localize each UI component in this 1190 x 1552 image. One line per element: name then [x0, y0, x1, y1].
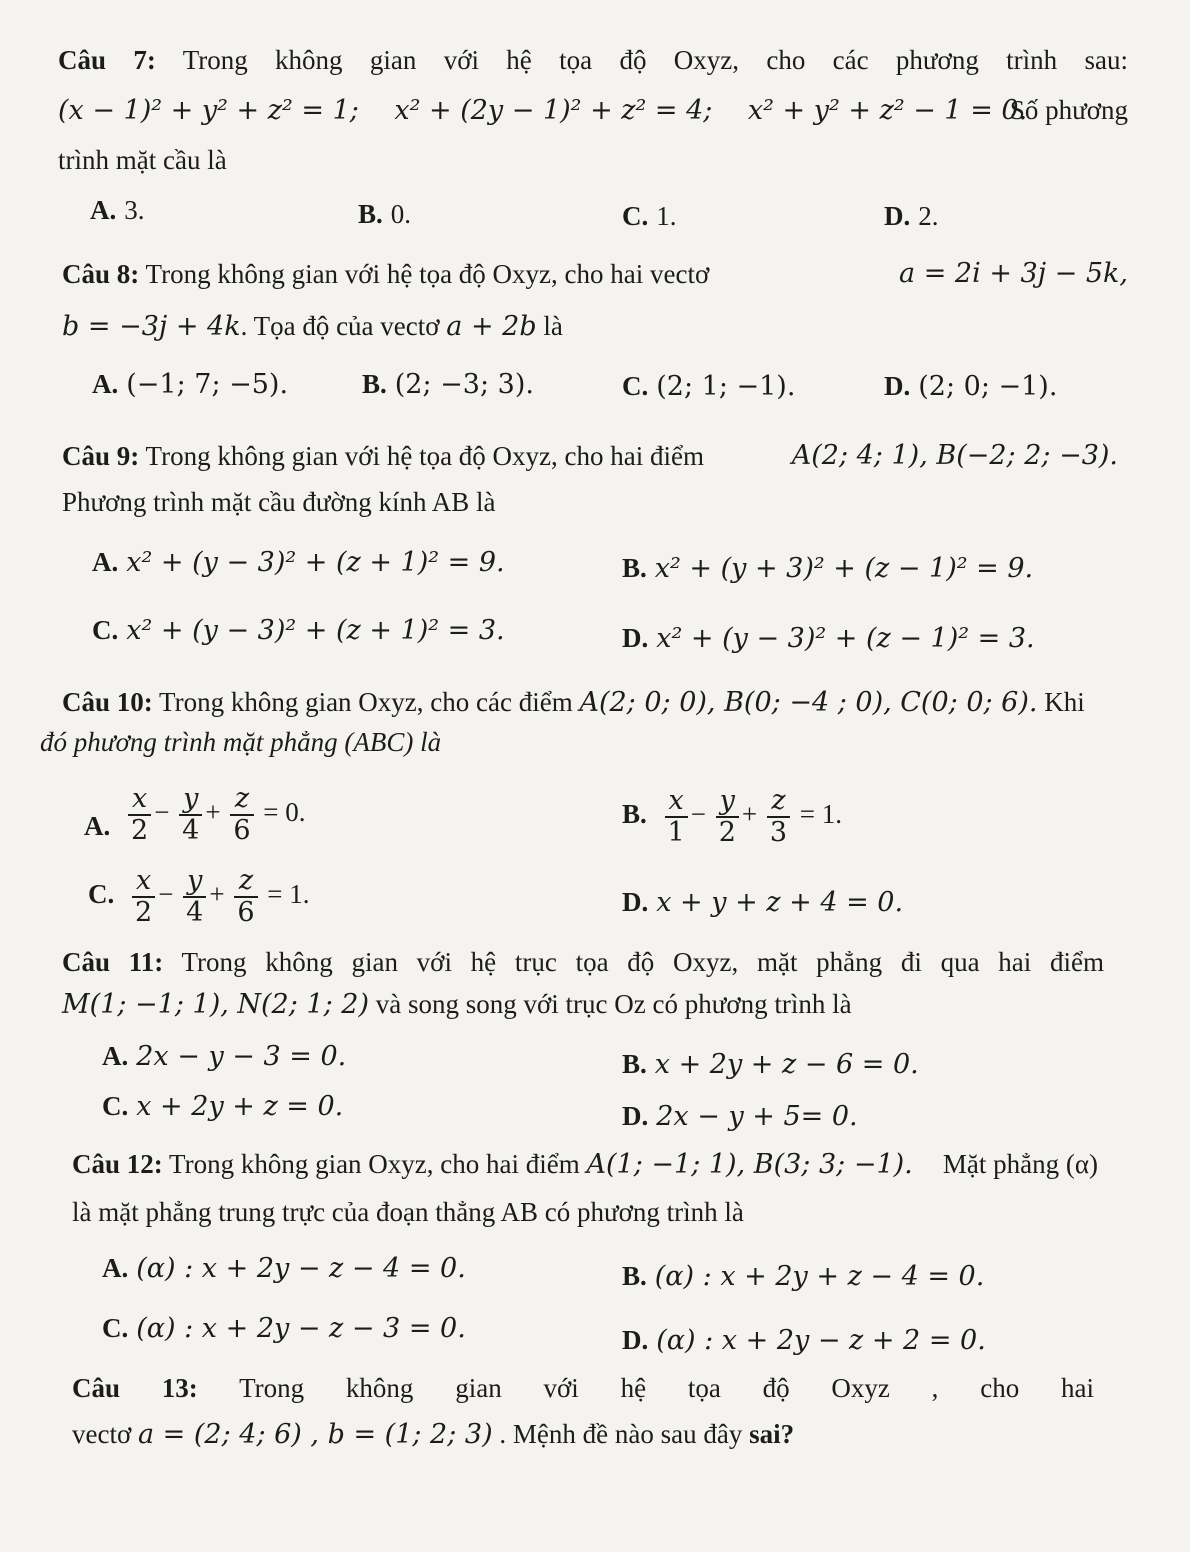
q7-eq3: x² + y² + z² − 1 = 0.: [747, 95, 1028, 126]
q7-eq1: (x − 1)² + y² + z² = 1;: [58, 95, 359, 126]
q7-line2: [58, 92, 1128, 129]
q9-line1: [62, 438, 1118, 474]
q11-points: M(1; −1; 1), N(2; 1; 2): [62, 989, 369, 1020]
q7-stem: Trong không gian với hệ tọa độ Oxyz, cho các phương trình sau:: [182, 45, 1128, 75]
q9-option-b[interactable]: B. x² + (y + 3)² + (z − 1)² = 9.: [622, 553, 1034, 584]
q10-stem: Trong không gian Oxyz, cho các điểm: [159, 687, 573, 717]
q10-option-c[interactable]: C. $\frac{x}{2}$ − $\frac{y}{4}$ + $\frac{z}{6}$ = 1.: [88, 865, 310, 928]
q13-line1: [72, 1370, 1094, 1406]
q13-emphasis: sai?: [749, 1419, 795, 1449]
q8-vector-b: b = −3j + 4k: [62, 311, 241, 342]
q10-points: A(2; 0; 0), B(0; −4 ; 0), C(0; 0; 6).: [579, 687, 1038, 718]
q10-label: Câu 10:: [62, 687, 153, 717]
q7-option-c[interactable]: C. 1.: [622, 201, 677, 231]
q9-option-d[interactable]: D. x² + (y − 3)² + (z − 1)² = 3.: [622, 623, 1035, 654]
q11-line1: [62, 944, 1104, 980]
q9-points: A(2; 4; 1), B(−2; 2; −3).: [791, 440, 1118, 471]
q7-tail: Số phương: [1009, 95, 1128, 125]
q10-line2: đó phương trình mặt phẳng (ABC) là: [40, 727, 442, 757]
q8-line2: b = −3j + 4k. Tọa độ của vectơ a + 2b là: [62, 311, 563, 342]
q8-label: Câu 8:: [62, 259, 140, 289]
q12-option-d[interactable]: D. (α) : x + 2y − z + 2 = 0.: [622, 1325, 986, 1356]
q9-option-a[interactable]: A. x² + (y − 3)² + (z + 1)² = 9.: [92, 547, 505, 578]
q13-line2: vectơ a = (2; 4; 6) , b = (1; 2; 3) . Mệnh đề nào sau đây sai?: [72, 1419, 795, 1450]
q8-option-a[interactable]: A. (−1; 7; −5).: [92, 369, 289, 400]
q11-line2: M(1; −1; 1), N(2; 1; 2) và song song với trục Oz có phương trình là: [62, 989, 852, 1020]
q7-line3: trình mặt cầu là: [58, 145, 227, 175]
q7-option-b[interactable]: B. 0.: [358, 199, 412, 229]
q11-stem: Trong không gian với hệ trục tọa độ Oxyz, mặt phẳng đi qua hai điểm: [181, 947, 1104, 977]
q10-option-a[interactable]: A. $\frac{x}{2}$ − $\frac{y}{4}$ + $\frac{z}{6}$ = 0.: [84, 783, 306, 846]
q8-line1: [62, 256, 1128, 292]
q7-line1: [58, 42, 1128, 78]
q10-tail: Khi: [1044, 687, 1085, 717]
q11-option-b[interactable]: B. x + 2y + z − 6 = 0.: [622, 1049, 919, 1080]
q13-vectors: a = (2; 4; 6) , b = (1; 2; 3): [138, 1419, 493, 1450]
q12-label: Câu 12:: [72, 1149, 163, 1179]
q11-option-a[interactable]: A. 2x − y − 3 = 0.: [102, 1041, 347, 1072]
q9-stem: Trong không gian với hệ tọa độ Oxyz, cho hai điểm: [145, 441, 704, 471]
q7-eq2: x² + (2y − 1)² + z² = 4;: [394, 95, 713, 126]
q9-option-c[interactable]: C. x² + (y − 3)² + (z + 1)² = 3.: [92, 615, 505, 646]
q12-tail: Mặt phẳng (α): [942, 1149, 1098, 1179]
q7-option-d[interactable]: D. 2.: [884, 201, 939, 231]
q12-option-a[interactable]: A. (α) : x + 2y − z − 4 = 0.: [102, 1253, 466, 1284]
q13-label: Câu 13:: [72, 1373, 198, 1403]
q11-label: Câu 11:: [62, 947, 164, 977]
q12-option-b[interactable]: B. (α) : x + 2y + z − 4 = 0.: [622, 1261, 985, 1292]
q8-vectors: a = 2i + 3j − 5k,: [899, 258, 1128, 289]
q12-stem: Trong không gian Oxyz, cho hai điểm: [169, 1149, 580, 1179]
q11-option-c[interactable]: C. x + 2y + z = 0.: [102, 1091, 344, 1122]
q7-option-a[interactable]: A. 3.: [90, 195, 145, 225]
q12-line2: là mặt phẳng trung trực của đoạn thẳng AB có phương trình là: [72, 1197, 744, 1227]
q8-option-c[interactable]: C. (2; 1; −1).: [622, 371, 796, 402]
q12-option-c[interactable]: C. (α) : x + 2y − z − 3 = 0.: [102, 1313, 466, 1344]
q10-line1: [62, 684, 1112, 721]
q9-line2: Phương trình mặt cầu đường kính AB là: [62, 487, 496, 517]
q8-vector-sum: a + 2b: [446, 311, 537, 342]
q12-points: A(1; −1; 1), B(3; 3; −1).: [586, 1149, 913, 1180]
q13-stem: Trong không gian với hệ tọa độ Oxyz , cho hai: [239, 1373, 1094, 1403]
q8-stem: Trong không gian với hệ tọa độ Oxyz, cho hai vectơ: [145, 259, 710, 289]
q8-option-d[interactable]: D. (2; 0; −1).: [884, 371, 1058, 402]
q9-label: Câu 9:: [62, 441, 140, 471]
q10-option-d[interactable]: D. x + y + z + 4 = 0.: [622, 887, 904, 918]
q7-label: Câu 7:: [58, 45, 156, 75]
q11-option-d[interactable]: D. 2x − y + 5= 0.: [622, 1101, 858, 1132]
q12-line1: [72, 1146, 1098, 1183]
q8-option-b[interactable]: B. (2; −3; 3).: [362, 369, 534, 400]
q10-option-b[interactable]: B. $\frac{x}{1}$ − $\frac{y}{2}$ + $\frac{z}{3}$ = 1.: [622, 785, 843, 848]
